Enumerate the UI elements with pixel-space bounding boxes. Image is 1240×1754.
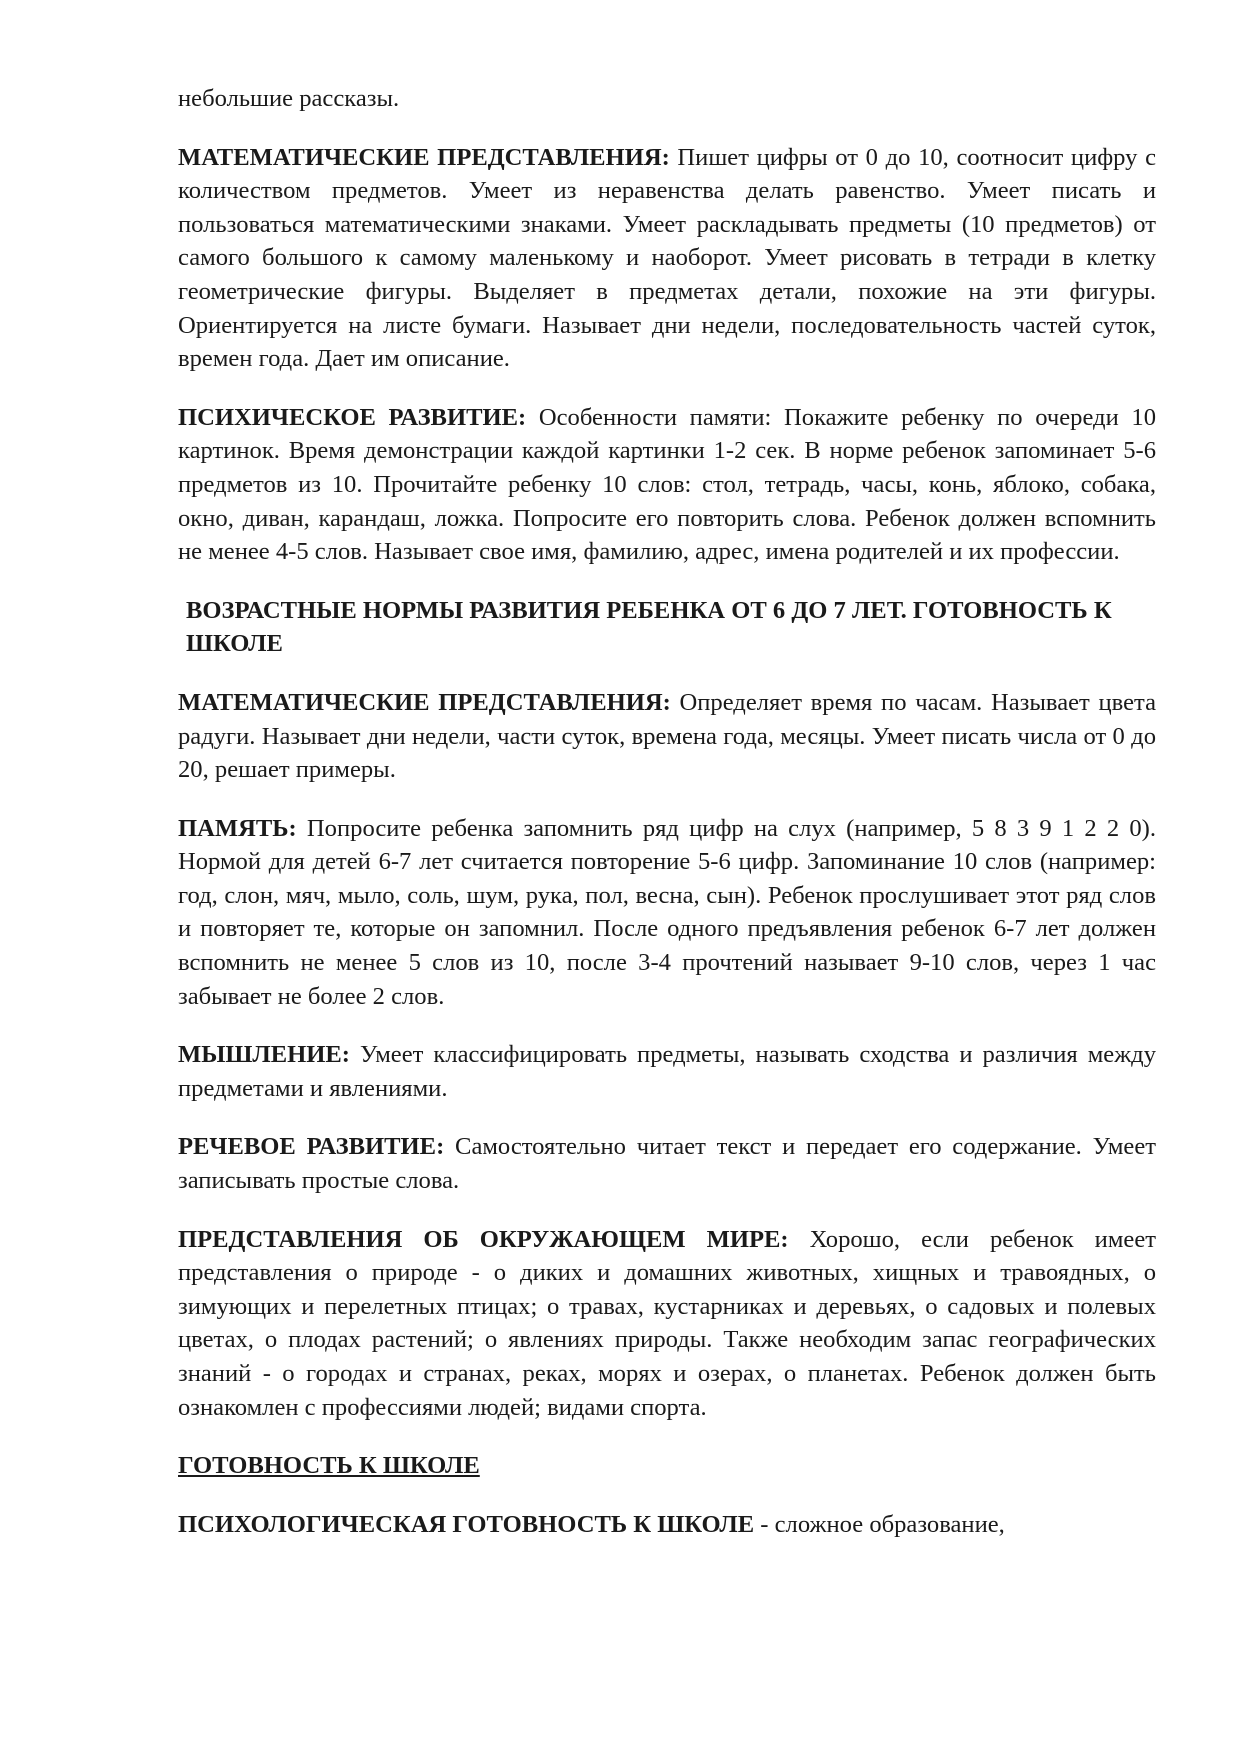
- paragraph-math-6-7: [178, 686, 1156, 787]
- paragraph-label: МАТЕМАТИЧЕСКИЕ ПРЕДСТАВЛЕНИЯ:: [178, 688, 671, 716]
- paragraph-label: МАТЕМАТИЧЕСКИЕ ПРЕДСТАВЛЕНИЯ:: [178, 143, 670, 171]
- paragraph-memory: [178, 812, 1156, 1014]
- section-heading-school-readiness: ГОТОВНОСТЬ К ШКОЛЕ: [178, 1452, 480, 1480]
- paragraph-speech: [178, 1130, 1156, 1197]
- paragraph-text: Пишет цифры от 0 до 10, соотносит цифру с количеством предметов. Умеет из неравенства делать равенство. Умеет писать и пользоваться математическими знаками. Умеет раскладывать предметы (10 предметов) от самого большого к самому маленькому и наоборот. Умеет рисовать в тетради в клетку геометрические фигуры. Выделяет в предметах детали, похожие на эти фигуры. Ориентируется на листе бумаги. Называет дни недели, последовательность частей суток, времен года. Дает им описание.: [178, 143, 1157, 373]
- paragraph-label: ПРЕДСТАВЛЕНИЯ ОБ ОКРУЖАЮЩЕМ МИРЕ:: [178, 1225, 789, 1253]
- paragraph-text: Особенности памяти: Покажите ребенку по очереди 10 картинок. Время демонстрации каждой картинки 1-2 сек. В норме ребенок запоминает 5-6 предметов из 10. Прочитайте ребенку 10 слов: стол, тетрадь, часы, конь, яблоко, собака, окно, диван, карандаш, ложка. Попросите его повторить слова. Ребенок должен вспомнить не менее 4-5 слов. Называет свое имя, фамилию, адрес, имена родителей и их профессии.: [178, 403, 1156, 566]
- paragraph-thinking: [178, 1038, 1156, 1105]
- paragraph-world-knowledge: [178, 1223, 1156, 1425]
- paragraph-label: РЕЧЕВОЕ РАЗВИТИЕ:: [178, 1133, 445, 1161]
- paragraph-label: ПАМЯТЬ:: [178, 814, 297, 842]
- paragraph-intro-end: [178, 82, 1156, 116]
- section-heading-6-7: ВОЗРАСТНЫЕ НОРМЫ РАЗВИТИЯ РЕБЕНКА ОТ 6 ДО 7 ЛЕТ. ГОТОВНОСТЬ К ШКОЛЕ: [186, 596, 1112, 658]
- paragraph-label: ПСИХОЛОГИЧЕСКАЯ ГОТОВНОСТЬ К ШКОЛЕ: [178, 1510, 755, 1538]
- paragraph-text: Попросите ребенка запомнить ряд цифр на слух (например, 5 8 3 9 1 2 2 0). Нормой для детей 6-7 лет считается повторение 5-6 цифр. Запоминание 10 слов (например: год, слон, мяч, мыло, соль, шум, рука, пол, весна, сын). Ребенок прослушивает этот ряд слов и повторяет те, которые он запомнил. После одного предъявления ребенок 6-7 лет должен вспомнить не менее 5 слов из 10, после 3-4 прочтений называет 9-10 слов, через 1 час забывает не более 2 слов.: [178, 814, 1156, 1010]
- paragraph-text: Хорошо, если ребенок имеет представления о природе - о диких и домашних животных, хищных и травоядных, о зимующих и перелетных птицах; о травах, кустарниках и деревьях, о садовых и полевых цветах, о плодах растений; о явлениях природы. Также необходим запас географических знаний - о городах и странах, реках, морях и озерах, о планетах. Ребенок должен быть ознакомлен с профессиями людей; видами спорта.: [178, 1225, 1156, 1421]
- paragraph-text: Самостоятельно читает текст и передает его содержание. Умеет записывать простые слова.: [178, 1133, 1156, 1195]
- paragraph-text: небольшие рассказы.: [178, 85, 400, 112]
- paragraph-label: МЫШЛЕНИЕ:: [178, 1041, 350, 1069]
- paragraph-mental-development: [178, 401, 1156, 569]
- paragraph-math-5-6: [178, 141, 1156, 376]
- paragraph-text: - сложное образование,: [754, 1510, 1005, 1538]
- paragraph-psychological-readiness: [178, 1508, 1156, 1542]
- paragraph-label: ПСИХИЧЕСКОЕ РАЗВИТИЕ:: [178, 403, 527, 431]
- paragraph-text: Умеет классифицировать предметы, называть сходства и различия между предметами и явлениями.: [178, 1041, 1156, 1102]
- paragraph-text: Определяет время по часам. Называет цвета радуги. Называет дни недели, части суток, времена года, месяцы. Умеет писать числа от 0 до 20, решает примеры.: [178, 688, 1156, 784]
- document-page: [178, 82, 1156, 1566]
